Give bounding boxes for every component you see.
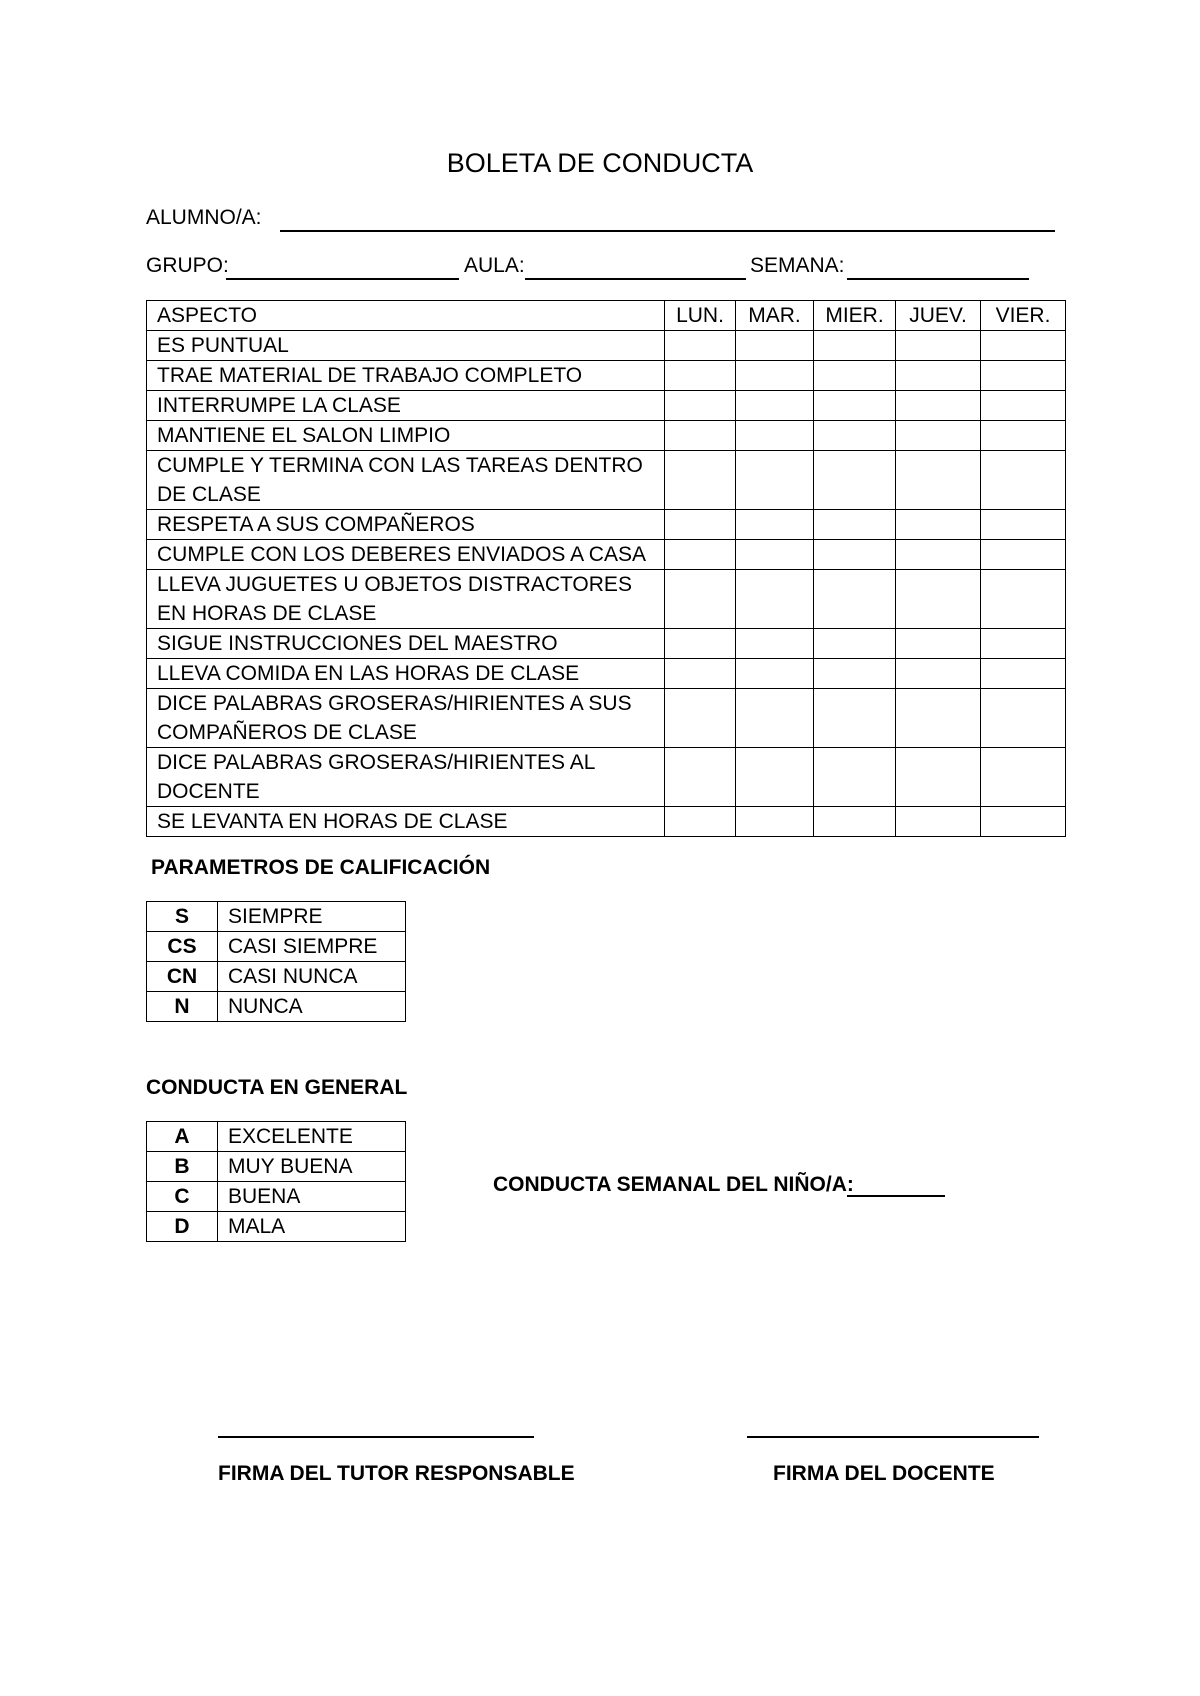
aspecto-cell: CUMPLE CON LOS DEBERES ENVIADOS A CASA xyxy=(147,540,665,570)
aula-field[interactable] xyxy=(525,278,746,280)
mark-cell-lun[interactable] xyxy=(665,748,736,807)
header-lun: LUN. xyxy=(665,301,736,331)
conducta-heading: CONDUCTA EN GENERAL xyxy=(146,1076,408,1099)
legend-code: D xyxy=(147,1212,218,1242)
mark-cell-juev[interactable] xyxy=(896,570,981,629)
legend-row xyxy=(147,1182,406,1212)
legend-code: A xyxy=(147,1122,218,1152)
mark-cell-mar[interactable] xyxy=(736,540,814,570)
aspecto-cell: RESPETA A SUS COMPAÑEROS xyxy=(147,510,665,540)
mark-cell-mier[interactable] xyxy=(814,510,896,540)
table-row xyxy=(147,570,1066,629)
alumno-field[interactable] xyxy=(280,230,1055,232)
mark-cell-vier[interactable] xyxy=(981,748,1066,807)
legend-row xyxy=(147,962,406,992)
header-mier: MIER. xyxy=(814,301,896,331)
mark-cell-mier[interactable] xyxy=(814,421,896,451)
legend-label: CASI SIEMPRE xyxy=(218,932,406,962)
semana-field[interactable] xyxy=(847,278,1029,280)
mark-cell-juev[interactable] xyxy=(896,807,981,837)
legend-code: CN xyxy=(147,962,218,992)
mark-cell-juev[interactable] xyxy=(896,629,981,659)
table-row xyxy=(147,361,1066,391)
parametros-table xyxy=(146,901,406,1022)
mark-cell-lun[interactable] xyxy=(665,421,736,451)
table-row xyxy=(147,748,1066,807)
mark-cell-juev[interactable] xyxy=(896,659,981,689)
legend-label: SIEMPRE xyxy=(218,902,406,932)
mark-cell-juev[interactable] xyxy=(896,689,981,748)
legend-row xyxy=(147,1122,406,1152)
legend-code: CS xyxy=(147,932,218,962)
legend-code: S xyxy=(147,902,218,932)
mark-cell-juev[interactable] xyxy=(896,748,981,807)
mark-cell-vier[interactable] xyxy=(981,510,1066,540)
mark-cell-juev[interactable] xyxy=(896,451,981,510)
mark-cell-mar[interactable] xyxy=(736,331,814,361)
mark-cell-mar[interactable] xyxy=(736,361,814,391)
conducta-semanal-label: CONDUCTA SEMANAL DEL NIÑO/A: xyxy=(493,1173,854,1196)
mark-cell-lun[interactable] xyxy=(665,659,736,689)
aula-label: AULA: xyxy=(464,254,525,277)
header-mar: MAR. xyxy=(736,301,814,331)
table-row xyxy=(147,540,1066,570)
aspecto-cell: MANTIENE EL SALON LIMPIO xyxy=(147,421,665,451)
mark-cell-mar[interactable] xyxy=(736,629,814,659)
mark-cell-mier[interactable] xyxy=(814,451,896,510)
table-row xyxy=(147,629,1066,659)
mark-cell-vier[interactable] xyxy=(981,629,1066,659)
legend-label: EXCELENTE xyxy=(218,1122,406,1152)
mark-cell-lun[interactable] xyxy=(665,451,736,510)
mark-cell-mier[interactable] xyxy=(814,570,896,629)
mark-cell-mier[interactable] xyxy=(814,391,896,421)
aspecto-cell: INTERRUMPE LA CLASE xyxy=(147,391,665,421)
mark-cell-juev[interactable] xyxy=(896,540,981,570)
mark-cell-lun[interactable] xyxy=(665,540,736,570)
table-row xyxy=(147,659,1066,689)
docente-signature-label: FIRMA DEL DOCENTE xyxy=(773,1462,995,1485)
mark-cell-vier[interactable] xyxy=(981,540,1066,570)
mark-cell-vier[interactable] xyxy=(981,659,1066,689)
aspecto-cell: DICE PALABRAS GROSERAS/HIRIENTES AL DOCENTE xyxy=(147,748,665,807)
mark-cell-mier[interactable] xyxy=(814,540,896,570)
mark-cell-vier[interactable] xyxy=(981,570,1066,629)
mark-cell-juev[interactable] xyxy=(896,421,981,451)
mark-cell-mar[interactable] xyxy=(736,659,814,689)
header-aspecto: ASPECTO xyxy=(147,301,665,331)
docente-signature-line[interactable] xyxy=(747,1436,1039,1438)
aspecto-cell: SIGUE INSTRUCCIONES DEL MAESTRO xyxy=(147,629,665,659)
conducta-semanal-field[interactable] xyxy=(847,1195,945,1197)
mark-cell-lun[interactable] xyxy=(665,570,736,629)
mark-cell-juev[interactable] xyxy=(896,510,981,540)
header-juev: JUEV. xyxy=(896,301,981,331)
legend-label: CASI NUNCA xyxy=(218,962,406,992)
grupo-label: GRUPO: xyxy=(146,254,229,277)
page-title: BOLETA DE CONDUCTA xyxy=(446,148,754,178)
mark-cell-mier[interactable] xyxy=(814,807,896,837)
mark-cell-mar[interactable] xyxy=(736,510,814,540)
mark-cell-mier[interactable] xyxy=(814,748,896,807)
legend-row xyxy=(147,1152,406,1182)
table-row xyxy=(147,331,1066,361)
mark-cell-juev[interactable] xyxy=(896,391,981,421)
mark-cell-vier[interactable] xyxy=(981,331,1066,361)
legend-code: B xyxy=(147,1152,218,1182)
legend-row xyxy=(147,932,406,962)
parametros-heading: PARAMETROS DE CALIFICACIÓN xyxy=(151,856,491,879)
mark-cell-vier[interactable] xyxy=(981,807,1066,837)
alumno-label: ALUMNO/A: xyxy=(146,206,262,229)
mark-cell-mier[interactable] xyxy=(814,629,896,659)
legend-label: MALA xyxy=(218,1212,406,1242)
table-row xyxy=(147,391,1066,421)
legend-code: N xyxy=(147,992,218,1022)
legend-row xyxy=(147,992,406,1022)
aspecto-cell: LLEVA COMIDA EN LAS HORAS DE CLASE xyxy=(147,659,665,689)
mark-cell-mar[interactable] xyxy=(736,421,814,451)
legend-label: BUENA xyxy=(218,1182,406,1212)
table-row xyxy=(147,421,1066,451)
mark-cell-lun[interactable] xyxy=(665,629,736,659)
mark-cell-vier[interactable] xyxy=(981,689,1066,748)
mark-cell-mar[interactable] xyxy=(736,451,814,510)
mark-cell-mier[interactable] xyxy=(814,689,896,748)
table-row xyxy=(147,510,1066,540)
mark-cell-mar[interactable] xyxy=(736,689,814,748)
mark-cell-lun[interactable] xyxy=(665,361,736,391)
table-row xyxy=(147,807,1066,837)
legend-label: MUY BUENA xyxy=(218,1152,406,1182)
mark-cell-lun[interactable] xyxy=(665,689,736,748)
mark-cell-juev[interactable] xyxy=(896,361,981,391)
aspecto-cell: DICE PALABRAS GROSERAS/HIRIENTES A SUS COMPAÑEROS DE CLASE xyxy=(147,689,665,748)
legend-label: NUNCA xyxy=(218,992,406,1022)
mark-cell-lun[interactable] xyxy=(665,807,736,837)
mark-cell-vier[interactable] xyxy=(981,391,1066,421)
mark-cell-vier[interactable] xyxy=(981,361,1066,391)
mark-cell-mier[interactable] xyxy=(814,659,896,689)
legend-row xyxy=(147,1212,406,1242)
mark-cell-vier[interactable] xyxy=(981,421,1066,451)
legend-code: C xyxy=(147,1182,218,1212)
conducta-table xyxy=(146,1121,406,1242)
mark-cell-lun[interactable] xyxy=(665,510,736,540)
mark-cell-juev[interactable] xyxy=(896,331,981,361)
mark-cell-mar[interactable] xyxy=(736,570,814,629)
aspecto-cell: TRAE MATERIAL DE TRABAJO COMPLETO xyxy=(147,361,665,391)
mark-cell-vier[interactable] xyxy=(981,451,1066,510)
behavior-table xyxy=(146,300,1066,837)
aspecto-cell: LLEVA JUGUETES U OBJETOS DISTRACTORES EN HORAS DE CLASE xyxy=(147,570,665,629)
aspecto-cell: ES PUNTUAL xyxy=(147,331,665,361)
mark-cell-mier[interactable] xyxy=(814,361,896,391)
table-header-row xyxy=(147,301,1066,331)
header-vier: VIER. xyxy=(981,301,1066,331)
table-row xyxy=(147,689,1066,748)
table-row xyxy=(147,451,1066,510)
grupo-field[interactable] xyxy=(226,278,459,280)
mark-cell-lun[interactable] xyxy=(665,391,736,421)
mark-cell-lun[interactable] xyxy=(665,331,736,361)
tutor-signature-label: FIRMA DEL TUTOR RESPONSABLE xyxy=(218,1462,575,1485)
mark-cell-mar[interactable] xyxy=(736,748,814,807)
mark-cell-mier[interactable] xyxy=(814,331,896,361)
aspecto-cell: SE LEVANTA EN HORAS DE CLASE xyxy=(147,807,665,837)
aspecto-cell: CUMPLE Y TERMINA CON LAS TAREAS DENTRO DE CLASE xyxy=(147,451,665,510)
mark-cell-mar[interactable] xyxy=(736,807,814,837)
semana-label: SEMANA: xyxy=(750,254,845,277)
tutor-signature-line[interactable] xyxy=(218,1436,534,1438)
legend-row xyxy=(147,902,406,932)
mark-cell-mar[interactable] xyxy=(736,391,814,421)
